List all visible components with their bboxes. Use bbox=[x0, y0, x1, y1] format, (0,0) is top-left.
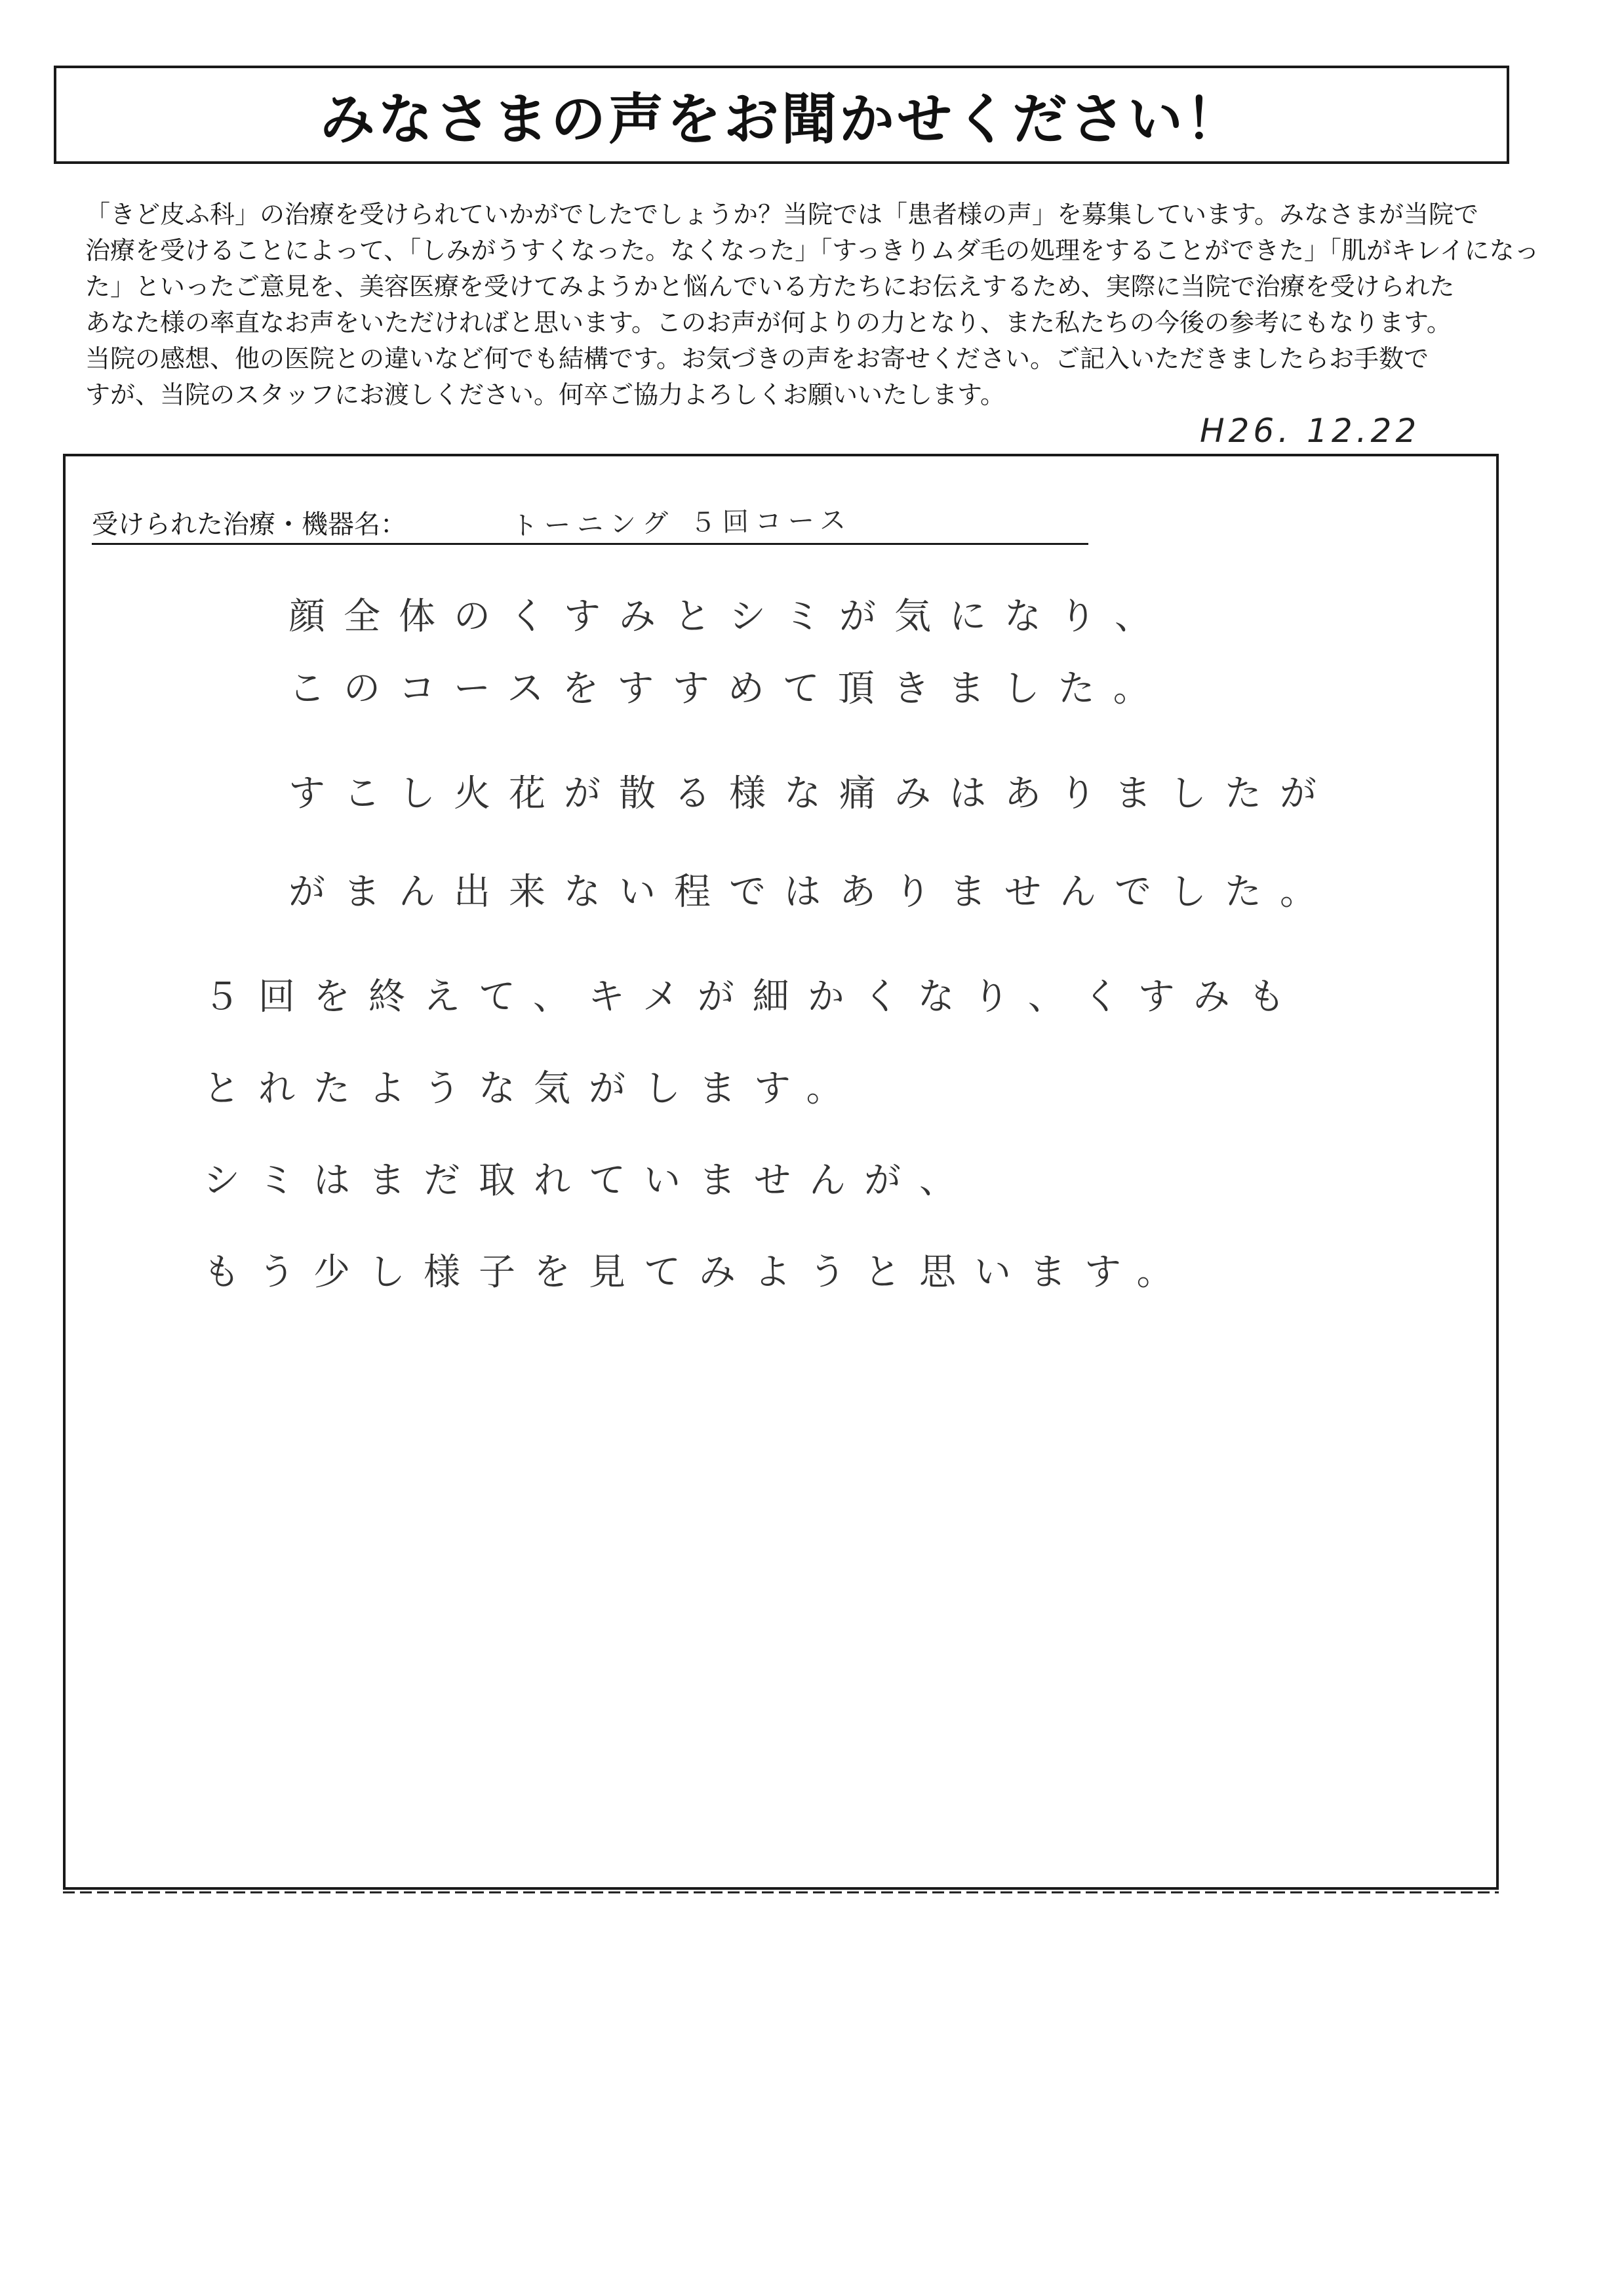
treatment-value: トーニング ５回コース bbox=[511, 505, 853, 542]
treatment-label: 受けられた治療・機器名： bbox=[92, 509, 406, 540]
title-box bbox=[54, 66, 1509, 164]
handwritten-date: H26. 12.22 bbox=[1200, 412, 1421, 450]
intro-line: 治療を受けることによって、「しみがうすくなった。なくなった」「すっきりムダ毛の処理をすることができた」「肌がキレイになっ bbox=[85, 236, 1539, 265]
intro-line: すが、当院のスタッフにお渡しください。何卒ご協力よろしくお願いいたします。 bbox=[85, 380, 1005, 409]
intro-paragraph bbox=[85, 197, 1539, 413]
intro-line: た」といったご意見を、美容医療を受けてみようかと悩んでいる方たちにお伝えするため、実際に当院で治療を受けられた bbox=[85, 272, 1455, 301]
comment-line: ５回を終えて、キメが細かくなり、くすみも bbox=[203, 976, 1303, 1018]
comment-line: シミはまだ取れていませんが、 bbox=[203, 1159, 974, 1202]
treatment-field bbox=[92, 502, 1088, 545]
intro-line: 「きど皮ふ科」の治療を受けられていかがでしたでしょうか？当院では「患者様の声」を募集しています。みなさまが当院で bbox=[85, 200, 1478, 229]
comment-line: とれたような気がします。 bbox=[203, 1068, 862, 1110]
comment-line: このコースをすすめて頂きました。 bbox=[288, 668, 1168, 710]
intro-line: あなた様の率直なお声をいただければと思います。このお声が何よりの力となり、また私たちの今後の参考にもなります。 bbox=[85, 308, 1452, 337]
page-title: みなさまの声をお聞かせください！ bbox=[319, 87, 1243, 151]
cut-line-divider bbox=[63, 1890, 1499, 1896]
comment-line: がまん出来ない程ではありませんでした。 bbox=[288, 871, 1335, 913]
comment-line: 顔全体のくすみとシミが気になり、 bbox=[288, 595, 1170, 638]
comment-line: もう少し様子を見てみようと思います。 bbox=[203, 1251, 1192, 1294]
comment-form-box bbox=[63, 454, 1499, 1890]
comment-line: すこし火花が散る様な痛みはありましたが bbox=[288, 772, 1335, 815]
intro-line: 当院の感想、他の医院との違いなど何でも結構です。お気づきの声をお寄せください。ご記入いただきましたらお手数で bbox=[85, 344, 1429, 373]
